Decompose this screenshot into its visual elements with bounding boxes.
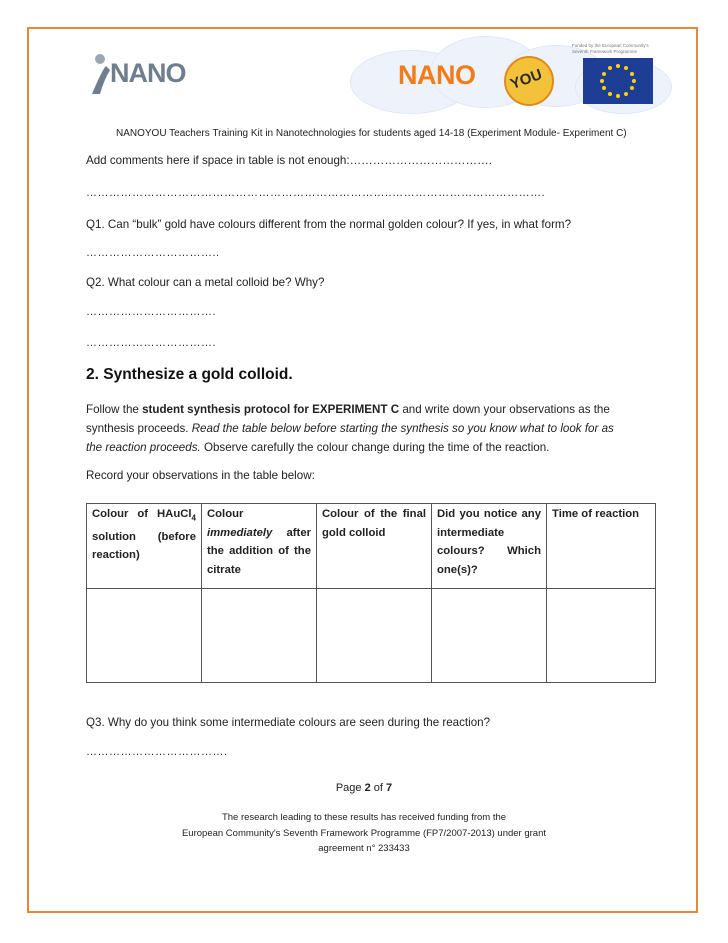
- record-instruction: Record your observations in the table below:: [86, 469, 315, 482]
- para-text: synthesis proceeds.: [86, 422, 192, 435]
- header-text: after the addition of the citrate: [207, 526, 311, 576]
- comments-prompt: Add comments here if space in table is not enough:……………………………….: [86, 154, 492, 167]
- table-cell[interactable]: [547, 589, 656, 683]
- question-3: Q3. Why do you think some intermediate colours are seen during the reaction?: [86, 716, 491, 729]
- table-row: [87, 589, 656, 683]
- nanoyou-logo-text: NANO: [398, 60, 476, 90]
- subscript: 4: [191, 513, 196, 523]
- table-header-cell: [87, 504, 202, 589]
- page-label: of: [370, 782, 387, 794]
- table-cell[interactable]: [432, 589, 547, 683]
- header-emphasis: immediately: [207, 526, 273, 539]
- document-subtitle: NANOYOU Teachers Training Kit in Nanotechnologies for students aged 14-18 (Experiment Module- Experiment C): [116, 128, 627, 139]
- funding-line: agreement n° 233433: [318, 843, 410, 854]
- funding-line: European Community's Seventh Framework Programme (FP7/2007-2013) under grant: [181, 828, 547, 839]
- para-emphasis: the reaction proceeds.: [86, 441, 201, 454]
- page-label: Page: [335, 782, 365, 794]
- observations-table: [86, 503, 656, 683]
- table-header-cell: Colour of the final gold colloid: [317, 504, 432, 589]
- question-2: Q2. What colour can a metal colloid be? Why?: [86, 276, 325, 289]
- para-text: and write down your observations as the: [399, 403, 610, 416]
- protocol-name: student synthesis protocol for EXPERIMENT C: [142, 403, 400, 416]
- question-1: Q1. Can “bulk” gold have colours different from the normal golden colour? If yes, in what form?: [86, 218, 572, 231]
- nanoyou-logo: [398, 56, 568, 104]
- answer-dots: ……………………………..: [86, 247, 220, 259]
- eu-flag-graphic: [583, 58, 653, 104]
- you-badge: [504, 56, 554, 106]
- para-text: Observe carefully the colour change during the time of the reaction.: [200, 441, 550, 454]
- table-header-row: [87, 504, 656, 589]
- table-cell[interactable]: [87, 589, 202, 683]
- eu-flag: [583, 58, 653, 104]
- para-text: Follow the: [86, 403, 143, 416]
- table-cell[interactable]: [317, 589, 432, 683]
- answer-dots: ……………………………….: [86, 746, 228, 758]
- you-badge-text: YOU: [508, 65, 545, 94]
- para-emphasis: Read the table below before starting the synthesis so you know what to look for as: [191, 422, 614, 435]
- header-text: Colour: [207, 508, 244, 520]
- table-header-cell: [202, 504, 317, 589]
- answer-dots: …………………………….: [86, 306, 217, 318]
- current-page: 2: [364, 782, 371, 794]
- header-text: solution (before reaction): [92, 530, 196, 562]
- total-pages: 7: [386, 782, 393, 794]
- answer-dots: ……………………………………………………………………..………………………………….: [86, 187, 546, 199]
- table-header-cell: Did you notice any intermediate colours? Which one(s)?: [432, 504, 547, 589]
- funding-line: The research leading to these results has received funding from the: [221, 812, 507, 823]
- instructions-paragraph: [86, 400, 646, 457]
- answer-dots: …………………………….: [86, 337, 217, 349]
- header-text: Colour of HAuCl: [92, 508, 192, 520]
- eu-funding-caption: Funded by the European Community's Seventh Framework Programme: [572, 43, 649, 54]
- inano-logo-text: NANO: [110, 58, 186, 88]
- inano-logo: [86, 50, 201, 98]
- section-heading: 2. Synthesize a gold colloid.: [86, 366, 293, 383]
- table-header-cell: Time of reaction: [547, 504, 656, 589]
- table-cell[interactable]: [202, 589, 317, 683]
- page-number: [0, 782, 728, 794]
